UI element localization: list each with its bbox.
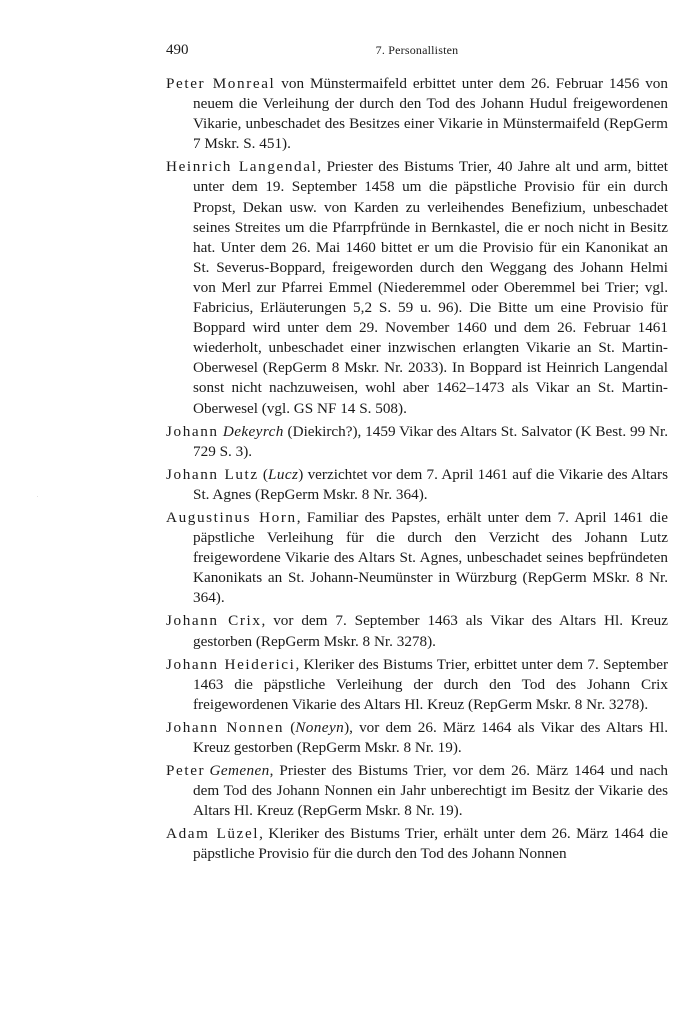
person-name: Peter Monreal	[166, 75, 276, 92]
person-name: Augustinus Horn	[166, 508, 297, 526]
name-variant: Noneyn	[295, 718, 345, 736]
entry-text: , Priester des Bistums Trier, vor dem 26. März 1464 und nach dem Tod des Johann Nonnen ein Jahr unberechtigt im Besitz der Vikarie des Altars Hl. Kreuz (RepGerm Mskr. 8 Nr. 19).	[193, 762, 668, 820]
list-item	[166, 655, 668, 715]
entry-text: ) verzichtet vor dem 7. April 1461 auf die Vikarie des Altars St. Agnes (RepGerm Mskr. 8 Nr. 364).	[193, 465, 668, 503]
entry-text: , vor dem 7. September 1463 als Vikar des Altars Hl. Kreuz gestorben (RepGerm Mskr. 8 Nr. 3278).	[193, 612, 668, 650]
entry-text: , Priester des Bistums Trier, 40 Jahre alt und arm, bittet unter dem 19. September 1458 um die päpstliche Provisio für ein durch Propst, Dekan usw. von Karden zu verleihendes Benefizium, unbeschadet seines Streites um die Pfarrpfründe in Bernkastel, die er noch nicht in Besitz hat. Unter dem 26. Mai 1460 bittet er um die Provisio für ein Kanonikat an St. Severus-Boppard, freigeworden durch den Weggang des Johann Helmi von Merl zur Pfarrei Emmel (Niederemmel oder Oberemmel bei Trier; vgl. Fabricius, Erläuterungen 5,2 S. 59 u. 96). Die Bitte um eine Provisio für Boppard wird unter dem 29. November 1460 und dem 26. Februar 1461 wiederholt, unbeschadet einer inzwischen erlangten Vikarie an St. Martin-Oberwesel (RepGerm 8 Mskr. Nr. 2033). In Boppard ist Heinrich Langendal sonst nicht nachzuweisen, wohl aber 1462–1473 als Vikar an St. Martin-Oberwesel (vgl. GS NF 14 S. 508).	[193, 158, 669, 417]
name-variant: Dekeyrch	[222, 422, 284, 440]
entry-punct: (	[284, 718, 296, 736]
list-item	[166, 824, 668, 864]
entry-text: ), vor dem 26. März 1464 als Vikar des Altars Hl. Kreuz gestorben (RepGerm Mskr. 8 Nr. 19).	[193, 718, 668, 756]
entry-text: , Familiar des Papstes, erhält unter dem 7. April 1461 die päpstliche Verleihung für die durch den Verzicht des Johann Lutz freigewordene Vikarie des Altars St. Agnes, unbeschadet seines bepfründeten Kanonikats an St. Johann-Neumünster in Würzburg (RepGerm MSkr. 8 Nr. 364).	[193, 508, 668, 607]
name-variant: Lucz	[268, 465, 299, 483]
entry-text: , Kleriker des Bistums Trier, erhält unter dem 26. März 1464 die päpstliche Provisio für die durch den Tod des Johann Nonnen	[193, 825, 668, 863]
list-item	[166, 465, 668, 505]
list-item	[166, 611, 668, 651]
person-name: Johann	[166, 422, 219, 440]
name-variant: Gemenen	[209, 762, 270, 780]
list-item	[166, 508, 668, 608]
person-name: Johann Crix	[166, 612, 262, 630]
list-item	[166, 157, 668, 418]
running-head: 7. Personallisten	[375, 43, 459, 57]
list-item	[166, 718, 668, 758]
person-name: Johann Heiderici	[166, 655, 296, 673]
entry-punct: (	[258, 465, 268, 483]
person-name: Johann Nonnen	[166, 718, 285, 736]
list-item	[166, 761, 668, 821]
person-name: Johann Lutz	[166, 465, 259, 483]
entry-list	[166, 74, 668, 868]
page-number: 490	[166, 42, 189, 58]
person-name: Adam Lüzel	[166, 825, 260, 843]
entry-text: von Münstermaifeld erbittet unter dem 26. Februar 1456 von neuem die Verleihung der durch den Tod des Johann Hudul freigewordenen Vikarie, unbeschadet des Besitzes einer Vikarie in Münstermaifeld (RepGerm 7 Mskr. S. 451).	[193, 75, 668, 153]
person-name: Heinrich Langendal	[166, 158, 318, 176]
list-item	[166, 74, 668, 154]
person-name: Peter	[166, 762, 206, 780]
entry-text: (Diekirch?), 1459 Vikar des Altars St. Salvator (K Best. 99 Nr. 729 S. 3).	[193, 422, 668, 460]
entry-text: , Kleriker des Bistums Trier, erbittet unter dem 7. September 1463 die päpstliche Verleihung der durch den Tod des Johann Crix freigewordenen Vikarie des Altars Hl. Kreuz (RepGerm Mskr. 8 Nr. 3278).	[193, 655, 668, 713]
margin-mark	[37, 496, 38, 497]
list-item	[166, 422, 668, 462]
page-header	[166, 42, 668, 62]
